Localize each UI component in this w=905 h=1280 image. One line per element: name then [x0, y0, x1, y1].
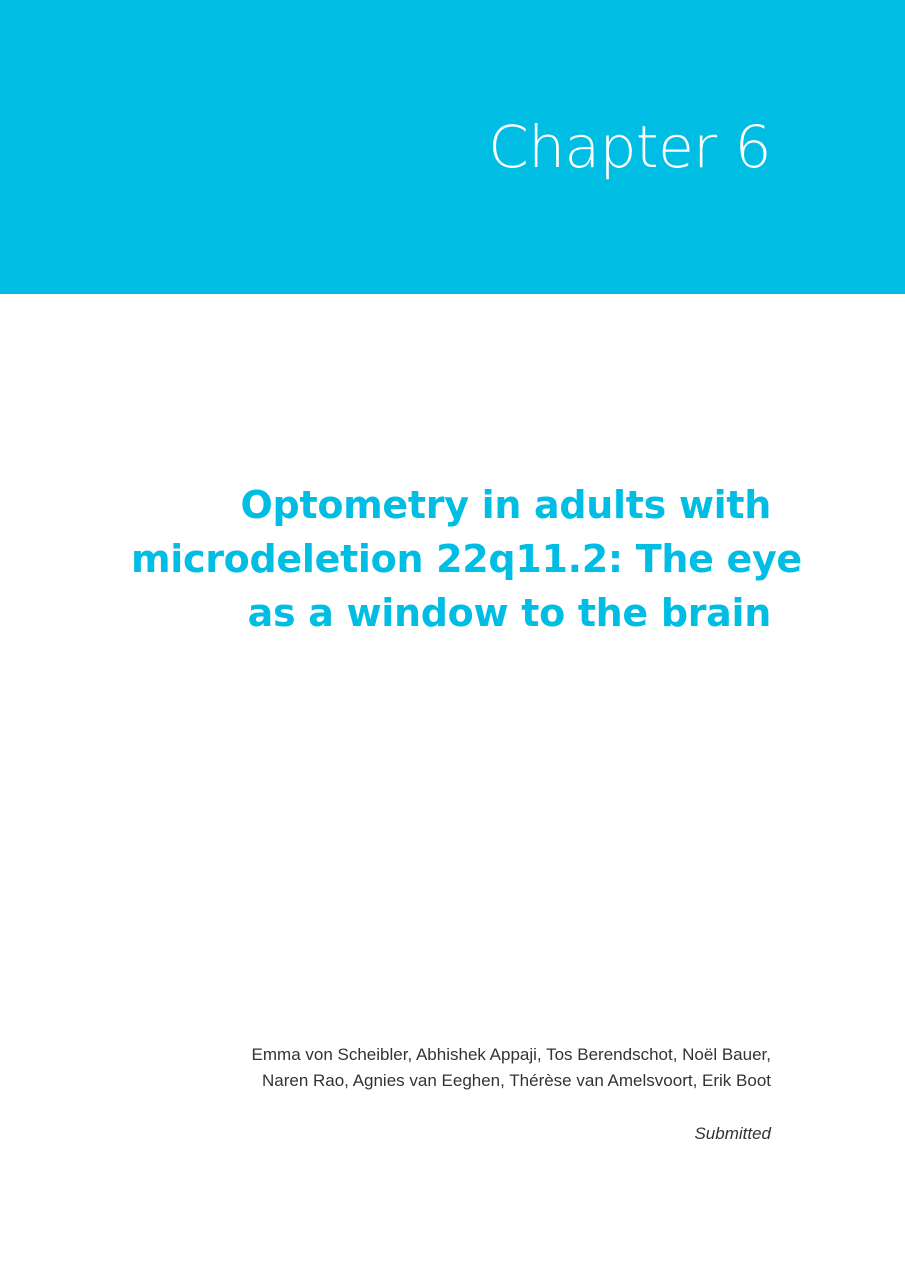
- title-line: as a window to the brain: [247, 591, 771, 635]
- title-line: microdeletion 22q11.2: The eye: [131, 537, 802, 581]
- title-line: Optometry in adults with: [240, 483, 771, 527]
- author-list: [131, 1042, 771, 1094]
- chapter-title: [131, 478, 802, 640]
- chapter-label: Chapter 6: [488, 113, 771, 181]
- publication-status: Submitted: [694, 1124, 771, 1143]
- author-line: Emma von Scheibler, Abhishek Appaji, Tos Berendschot, Noël Bauer,: [251, 1045, 771, 1064]
- author-line: Naren Rao, Agnies van Eeghen, Thérèse van Amelsvoort, Erik Boot: [261, 1071, 771, 1090]
- chapter-header-band: [0, 0, 905, 294]
